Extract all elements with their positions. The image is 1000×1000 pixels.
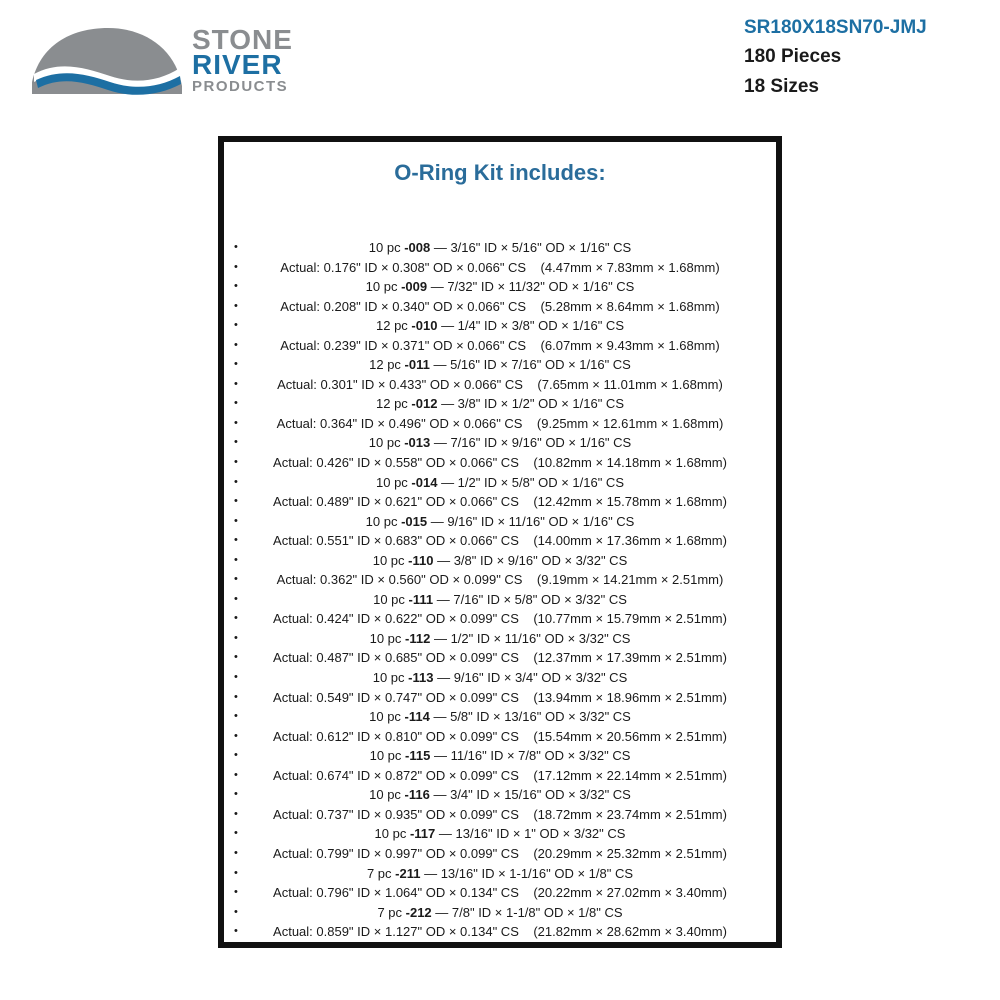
list-item xyxy=(224,590,776,610)
bullet-icon: • xyxy=(234,377,238,390)
list-item xyxy=(224,922,776,942)
item-text: — 5/16" ID × 7/16" OD × 1/16" CS xyxy=(429,357,631,373)
bullet-icon: • xyxy=(234,710,238,723)
list-item xyxy=(224,766,776,786)
list-item xyxy=(224,570,776,590)
item-text: 10 pc xyxy=(369,787,405,803)
size-number: -117 xyxy=(409,826,436,842)
size-number: -110 xyxy=(408,552,434,568)
size-number: -111 xyxy=(408,591,434,607)
size-number: -014 xyxy=(411,474,438,490)
river-hill-icon xyxy=(30,24,185,96)
kit-sku: SR180X18SN70-JMJ xyxy=(744,17,927,38)
bullet-icon: • xyxy=(234,534,238,547)
bullet-icon: • xyxy=(234,280,238,293)
list-item xyxy=(224,551,776,571)
bullet-icon: • xyxy=(234,827,238,840)
item-text: 10 pc xyxy=(369,630,406,646)
list-item xyxy=(224,316,776,336)
stone-river-logo xyxy=(30,24,293,99)
item-text: 10 pc xyxy=(368,435,405,451)
item-text: 10 pc xyxy=(368,240,405,255)
item-text: — 3/4" ID × 15/16" OD × 3/32" CS xyxy=(429,787,631,803)
kit-size-count: 18 Sizes xyxy=(744,76,819,97)
item-text: Actual: 0.674" ID × 0.872" OD × 0.099" CS (17.12mm × 22.14mm × 2.51mm) xyxy=(273,767,727,783)
bullet-icon: • xyxy=(234,338,238,351)
item-text: Actual: 0.859" ID × 1.127" OD × 0.134" CS (21.82mm × 28.62mm × 3.40mm) xyxy=(273,924,727,940)
list-item xyxy=(224,785,776,805)
item-text: Actual: 0.549" ID × 0.747" OD × 0.099" CS (13.94mm × 18.96mm × 2.51mm) xyxy=(273,689,727,705)
item-text: — 3/16" ID × 5/16" OD × 1/16" CS xyxy=(430,240,632,255)
list-item xyxy=(224,668,776,688)
item-text: 10 pc xyxy=(365,279,402,295)
list-item xyxy=(224,707,776,727)
bullet-icon: • xyxy=(234,358,238,371)
bullet-icon: • xyxy=(234,905,238,918)
bullet-icon: • xyxy=(234,886,238,899)
bullet-icon: • xyxy=(234,768,238,781)
item-text: 12 pc xyxy=(369,357,405,373)
bullet-icon: • xyxy=(234,925,238,938)
size-number: -010 xyxy=(411,318,438,334)
item-text: Actual: 0.426" ID × 0.558" OD × 0.066" CS (10.82mm × 14.18mm × 1.68mm) xyxy=(273,455,727,471)
list-item xyxy=(224,238,776,258)
bullet-icon: • xyxy=(234,788,238,801)
size-number: -012 xyxy=(411,396,438,412)
list-item xyxy=(224,648,776,668)
size-number: -011 xyxy=(404,357,430,373)
size-number: -015 xyxy=(401,513,428,529)
bullet-icon: • xyxy=(234,631,238,644)
list-item xyxy=(224,336,776,356)
item-text: 10 pc xyxy=(369,748,406,764)
item-text: 10 pc xyxy=(376,474,412,490)
item-text: Actual: 0.737" ID × 0.935" OD × 0.099" CS (18.72mm × 23.74mm × 2.51mm) xyxy=(273,806,727,822)
list-item xyxy=(224,355,776,375)
item-text: — 3/8" ID × 1/2" OD × 1/16" CS xyxy=(437,396,624,412)
list-item xyxy=(224,297,776,317)
item-text: 10 pc xyxy=(365,513,402,529)
item-text: Actual: 0.362" ID × 0.560" OD × 0.099" CS (9.19mm × 14.21mm × 2.51mm) xyxy=(276,572,724,588)
item-text: Actual: 0.239" ID × 0.371" OD × 0.066" CS (6.07mm × 9.43mm × 1.68mm) xyxy=(280,337,720,353)
size-number: -009 xyxy=(401,279,428,295)
list-item xyxy=(224,512,776,532)
kit-info xyxy=(744,14,927,102)
item-text: Actual: 0.796" ID × 1.064" OD × 0.134" CS (20.22mm × 27.02mm × 3.40mm) xyxy=(273,885,727,901)
item-text: — 1/2" ID × 5/8" OD × 1/16" CS xyxy=(437,474,624,490)
item-text: — 9/16" ID × 3/4" OD × 3/32" CS xyxy=(433,670,628,686)
list-item xyxy=(224,414,776,434)
bullet-icon: • xyxy=(234,729,238,742)
item-text: Actual: 0.612" ID × 0.810" OD × 0.099" CS (15.54mm × 20.56mm × 2.51mm) xyxy=(273,728,727,744)
item-text: 10 pc xyxy=(369,709,405,725)
item-text: 10 pc xyxy=(374,826,410,842)
bullet-icon: • xyxy=(234,241,238,253)
item-text: — 3/8" ID × 9/16" OD × 3/32" CS xyxy=(433,552,628,568)
item-text: Actual: 0.176" ID × 0.308" OD × 0.066" CS (4.47mm × 7.83mm × 1.68mm) xyxy=(280,259,720,275)
bullet-icon: • xyxy=(234,416,238,429)
kit-contents-card xyxy=(218,136,782,948)
list-item xyxy=(224,727,776,747)
bullet-icon: • xyxy=(234,612,238,625)
bullet-icon: • xyxy=(234,807,238,820)
list-item xyxy=(224,864,776,884)
brand-word-stone: STONE xyxy=(192,24,293,55)
size-number: -116 xyxy=(404,787,430,803)
item-text: Actual: 0.551" ID × 0.683" OD × 0.066" CS (14.00mm × 17.36mm × 1.68mm) xyxy=(273,533,727,549)
item-text: — 1/2" ID × 11/16" OD × 3/32" CS xyxy=(430,630,631,646)
item-text: — 5/8" ID × 13/16" OD × 3/32" CS xyxy=(429,709,631,725)
bullet-icon: • xyxy=(234,846,238,859)
list-item xyxy=(224,609,776,629)
bullet-icon: • xyxy=(234,514,238,527)
item-text: 10 pc xyxy=(372,670,409,686)
list-item xyxy=(224,433,776,453)
item-text: — 7/8" ID × 1-1/8" OD × 1/8" CS xyxy=(431,904,623,920)
bullet-icon: • xyxy=(234,749,238,762)
bullet-icon: • xyxy=(234,573,238,586)
item-text: — 11/16" ID × 7/8" OD × 3/32" CS xyxy=(430,748,631,764)
list-item xyxy=(224,277,776,297)
item-text: Actual: 0.487" ID × 0.685" OD × 0.099" CS (12.37mm × 17.39mm × 2.51mm) xyxy=(273,650,727,666)
item-text: — 9/16" ID × 11/16" OD × 1/16" CS xyxy=(427,513,635,529)
bullet-icon: • xyxy=(234,260,238,273)
bullet-icon: • xyxy=(234,436,238,449)
bullet-icon: • xyxy=(234,397,238,410)
size-number: -115 xyxy=(405,748,431,764)
size-number: -112 xyxy=(405,630,431,646)
item-text: 10 pc xyxy=(373,591,409,607)
bullet-icon: • xyxy=(234,651,238,664)
item-text: — 13/16" ID × 1-1/16" OD × 1/8" CS xyxy=(420,865,634,881)
list-item xyxy=(224,492,776,512)
bullet-icon: • xyxy=(234,319,238,332)
item-text: — 13/16" ID × 1" OD × 3/32" CS xyxy=(435,826,626,842)
size-number: -114 xyxy=(404,709,430,725)
size-number: -113 xyxy=(408,670,434,686)
item-text: — 1/4" ID × 3/8" OD × 1/16" CS xyxy=(437,318,624,334)
item-text: — 7/32" ID × 11/32" OD × 1/16" CS xyxy=(427,279,635,295)
bullet-icon: • xyxy=(234,553,238,566)
item-text: Actual: 0.208" ID × 0.340" OD × 0.066" CS (5.28mm × 8.64mm × 1.68mm) xyxy=(280,298,720,314)
item-text: Actual: 0.799" ID × 0.997" OD × 0.099" CS (20.29mm × 25.32mm × 2.51mm) xyxy=(273,845,727,861)
list-item xyxy=(224,473,776,493)
brand-word-river: RIVER xyxy=(192,49,283,80)
list-item xyxy=(224,453,776,473)
item-text: 10 pc xyxy=(372,552,409,568)
bullet-icon: • xyxy=(234,866,238,879)
list-item xyxy=(224,824,776,844)
bullet-icon: • xyxy=(234,495,238,508)
item-text: Actual: 0.424" ID × 0.622" OD × 0.099" CS (10.77mm × 15.79mm × 2.51mm) xyxy=(273,611,727,627)
list-item xyxy=(224,844,776,864)
brand-word-products: PRODUCTS xyxy=(192,78,289,95)
size-number: -008 xyxy=(404,240,431,255)
list-item xyxy=(224,394,776,414)
card-title: O-Ring Kit includes: xyxy=(394,160,606,185)
size-number: -211 xyxy=(395,865,421,881)
bullet-icon: • xyxy=(234,299,238,312)
bullet-icon: • xyxy=(234,456,238,469)
item-text: Actual: 0.301" ID × 0.433" OD × 0.066" CS (7.65mm × 11.01mm × 1.68mm) xyxy=(277,376,723,392)
bullet-icon: • xyxy=(234,690,238,703)
kit-contents-list xyxy=(224,238,776,942)
list-item xyxy=(224,883,776,903)
kit-piece-count: 180 Pieces xyxy=(744,46,842,67)
item-text: — 7/16" ID × 5/8" OD × 3/32" CS xyxy=(433,591,627,607)
size-number: -013 xyxy=(404,435,431,451)
item-text: 12 pc xyxy=(376,396,412,412)
list-item xyxy=(224,375,776,395)
list-item xyxy=(224,688,776,708)
list-item xyxy=(224,629,776,649)
item-text: 12 pc xyxy=(376,318,412,334)
item-text: 7 pc xyxy=(377,904,406,920)
bullet-icon: • xyxy=(234,592,238,605)
list-item xyxy=(224,903,776,923)
list-item xyxy=(224,258,776,278)
bullet-icon: • xyxy=(234,475,238,488)
bullet-icon: • xyxy=(234,671,238,684)
list-item xyxy=(224,805,776,825)
list-item xyxy=(224,531,776,551)
item-text: 7 pc xyxy=(366,865,396,881)
list-item xyxy=(224,746,776,766)
item-text: Actual: 0.364" ID × 0.496" OD × 0.066" CS (9.25mm × 12.61mm × 1.68mm) xyxy=(276,415,724,431)
item-text: — 7/16" ID × 9/16" OD × 1/16" CS xyxy=(430,435,632,451)
item-text: Actual: 0.489" ID × 0.621" OD × 0.066" CS (12.42mm × 15.78mm × 1.68mm) xyxy=(273,494,727,510)
size-number: -212 xyxy=(405,904,432,920)
